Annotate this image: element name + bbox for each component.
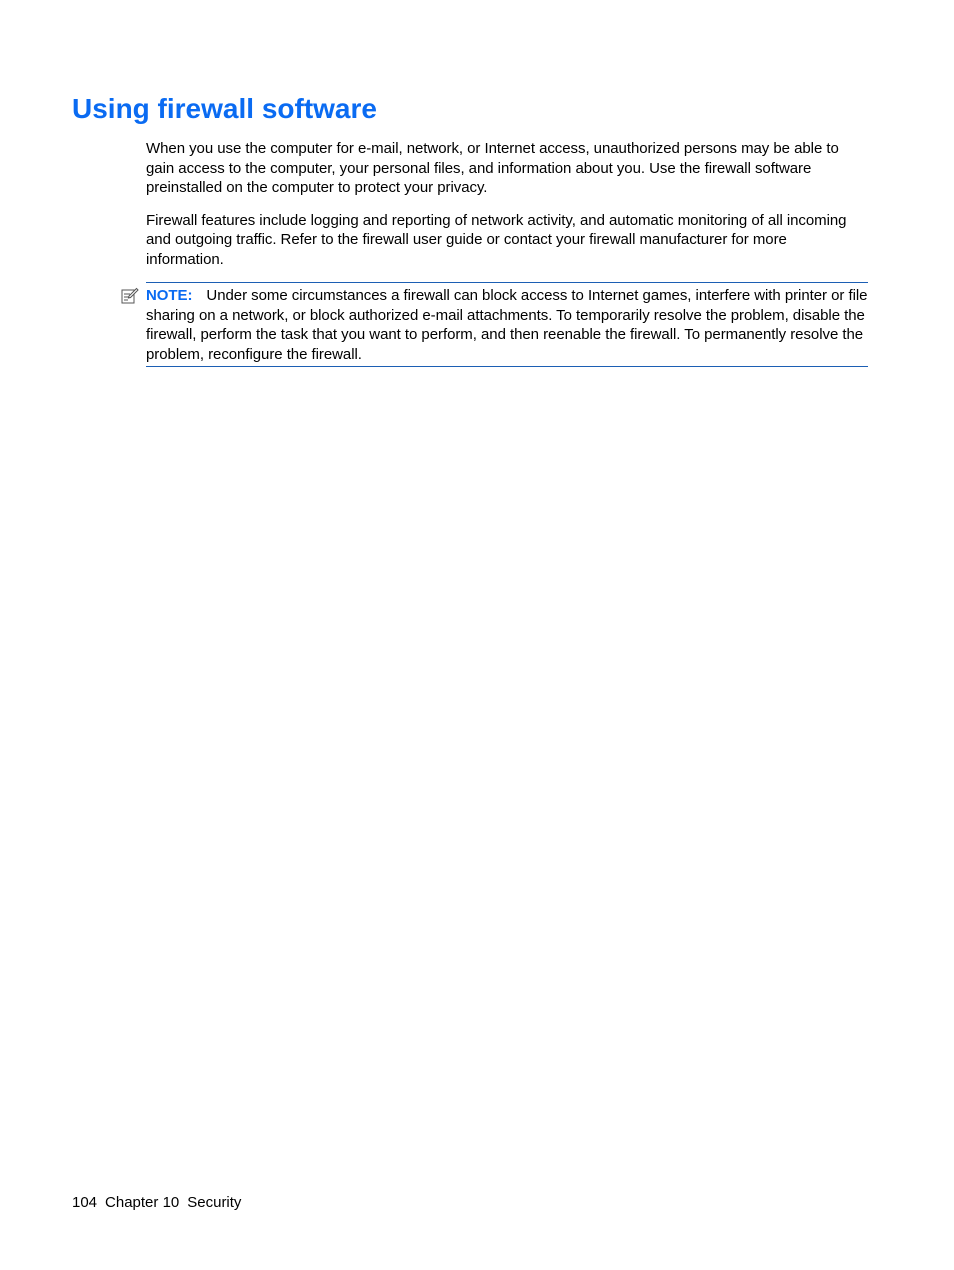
page-number: 104 <box>72 1194 98 1211</box>
body-paragraph: Firewall features include logging and reporting of network activity, and automatic monitoring of all incoming and outgoing traffic. Refer to the firewall user guide or contact your firewall manufacturer for more information. <box>146 211 847 268</box>
note-label: NOTE: <box>146 287 193 304</box>
page-footer <box>72 1193 249 1212</box>
note-text: Under some circumstances a firewall can block access to Internet games, interfere with printer or file sharing on a network, or block authorized e-mail attachments. To temporarily resolve the problem, disable the firewall, perform the task that you want to perform, and then reenable the firewall. To permanently resolve the problem, reconfigure the firewall. <box>146 287 868 363</box>
body-paragraph: When you use the computer for e-mail, network, or Internet access, unauthorized persons may be able to gain access to the computer, your personal files, and information about you. Use the firewall software preinstalled on the computer to protect your privacy. <box>146 140 839 196</box>
section-label: Security <box>187 1194 242 1211</box>
page-title: Using firewall software <box>72 93 377 124</box>
note-pencil-icon <box>121 287 139 305</box>
note-box <box>146 282 868 367</box>
main-content <box>146 139 868 367</box>
chapter-label: Chapter 10 <box>105 1194 180 1211</box>
